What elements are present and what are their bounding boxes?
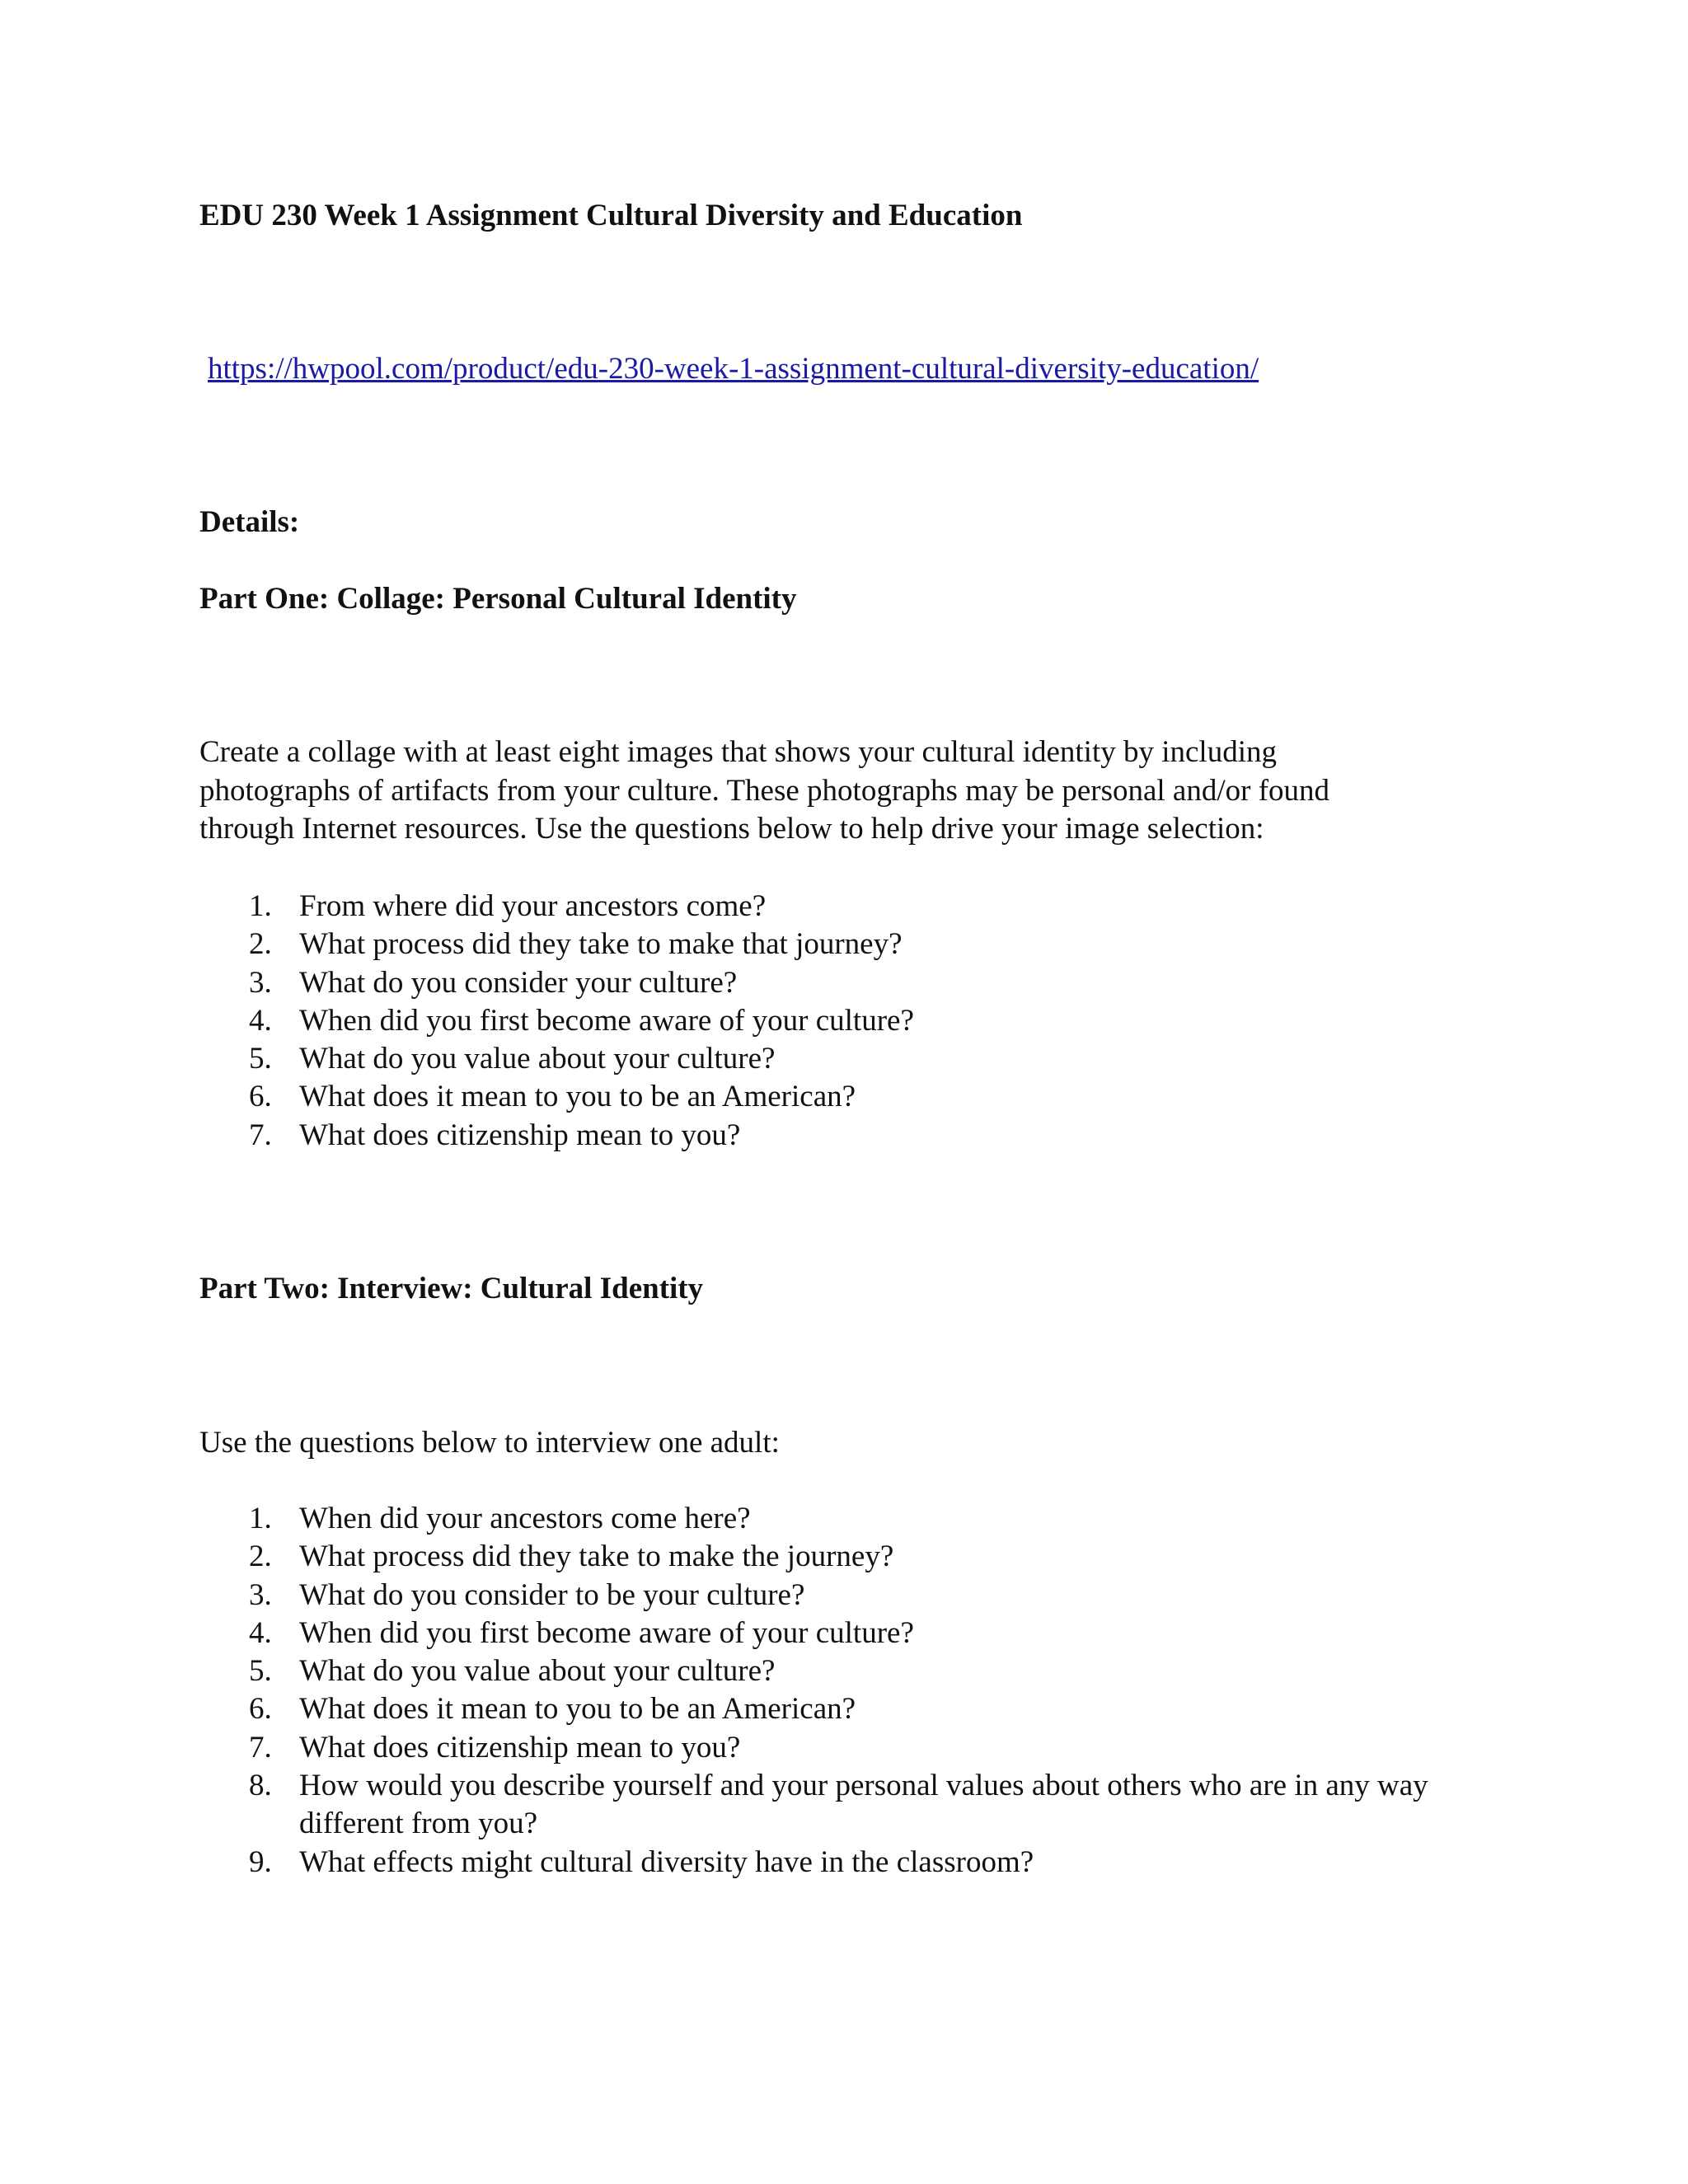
list-item [199,1040,1485,1078]
list-item [199,1767,1485,1844]
list-item-text: From where did your ancestors come? [299,889,767,923]
list-number: 5. [249,1042,272,1076]
list-item [199,1577,1485,1615]
part-one-heading: Part One: Collage: Personal Cultural Identity [199,582,797,616]
list-item-text: What does citizenship mean to you? [299,1118,741,1152]
list-number: 3. [249,1577,272,1612]
list-number: 5. [249,1654,272,1689]
list-item [199,888,1485,926]
list-item-text: What do you consider to be your culture? [299,1577,805,1612]
list-number: 7. [249,1730,272,1765]
list-number: 1. [249,1502,272,1535]
list-item [199,1078,1485,1116]
list-item-text: When did your ancestors come here? [299,1502,751,1535]
list-item-text: When did you first become aware of your culture? [299,1003,914,1038]
part-one-question-list [199,888,1485,1155]
paragraph-line: through Internet resources. Use the questions below to help drive your image selection: [199,812,1264,846]
list-item [199,1500,1485,1538]
list-item-text: What process did they take to make that journey? [299,927,903,962]
list-number: 1. [249,889,272,923]
list-item-text: What effects might cultural diversity have in the classroom? [299,1844,1034,1879]
paragraph-line: photographs of artifacts from your culture. These photographs may be personal and/or found [199,773,1330,808]
part-two-intro: Use the questions below to interview one adult: [199,1426,780,1460]
list-item-text: What do you value about your culture? [299,1654,776,1689]
list-number: 6. [249,1692,272,1727]
list-item [199,1117,1485,1155]
list-number: 4. [249,1003,272,1038]
list-item-text: What does citizenship mean to you? [299,1730,741,1765]
details-heading: Details: [199,505,300,539]
list-item [199,926,1485,963]
list-item [199,1615,1485,1652]
part-two-heading: Part Two: Interview: Cultural Identity [199,1272,704,1305]
list-item [199,1652,1485,1690]
list-number: 7. [249,1118,272,1152]
list-item-text: When did you first become aware of your culture? [299,1615,914,1650]
list-item [199,1729,1485,1767]
document-title: EDU 230 Week 1 Assignment Cultural Diversity and Education [199,199,1023,232]
part-two-question-list [199,1500,1485,1882]
list-item [199,1002,1485,1040]
list-number: 8. [249,1769,272,1803]
part-one-paragraph [199,733,1469,849]
list-number: 6. [249,1080,272,1114]
list-number: 9. [249,1844,272,1879]
list-item-text: How would you describe yourself and your personal values about others who are in any way different from you? [299,1769,1428,1841]
list-item [199,1844,1485,1882]
list-number: 2. [249,927,272,962]
list-number: 2. [249,1540,272,1574]
list-item [199,1690,1485,1728]
list-item-text: What process did they take to make the journey? [299,1540,894,1574]
list-number: 4. [249,1615,272,1650]
list-item [199,1538,1485,1576]
list-item-text: What does it mean to you to be an American? [299,1080,856,1114]
list-item [199,964,1485,1002]
list-number: 3. [249,965,272,1000]
product-link[interactable]: https://hwpool.com/product/edu-230-week-1-assignment-cultural-diversity-education/ [208,352,1259,386]
list-item-text: What do you value about your culture? [299,1042,776,1076]
paragraph-line: Create a collage with at least eight images that shows your cultural identity by including [199,735,1277,769]
list-item-text: What do you consider your culture? [299,965,738,1000]
list-item-text: What does it mean to you to be an American? [299,1692,856,1727]
